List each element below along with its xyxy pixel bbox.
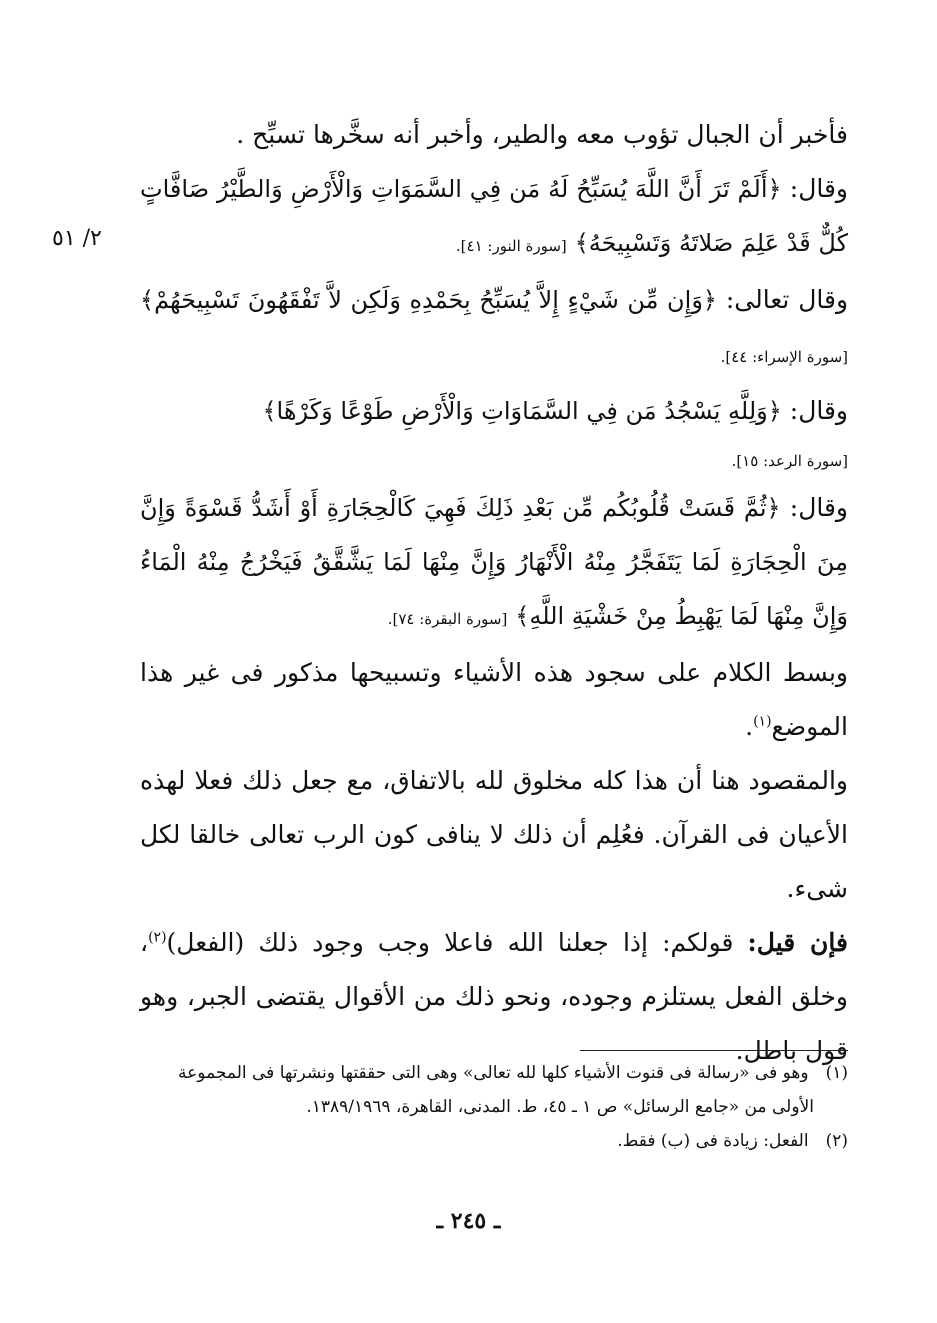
paragraph-2 bbox=[140, 162, 848, 273]
footnote-1-number: (١) bbox=[825, 1063, 848, 1083]
paragraph-8-text-b: ، وخلق الفعل يستلزم وجوده، ونحو ذلك من الأقوال يقتضى الجبر، وهو قول باطل. bbox=[140, 928, 848, 1065]
quran-verse-al-isra: ﴿وَإِن مِّن شَيْءٍ إِلاَّ يُسَبِّحُ بِحَمْدِهِ وَلَكِن لاَّ تَفْقَهُونَ تَسْبِيحَهُمْ﴾ bbox=[140, 286, 717, 314]
margin-reference: ٢/ ٥١ bbox=[52, 226, 102, 251]
paragraph-5 bbox=[140, 481, 848, 646]
quran-verse-an-nur: ﴿أَلَمْ تَرَ أَنَّ اللَّهَ يُسَبِّحُ لَهُ مَن فِي السَّمَوَاتِ وَالْأَرْضِ وَالطَّيْرُ صَافَّاتٍ كُلٌّ قَدْ عَلِمَ صَلاتَهُ وَتَسْبِيحَهُ﴾ bbox=[140, 175, 848, 257]
paragraph-4-intro: وقال: bbox=[789, 396, 848, 425]
footnote-1-continuation: الأولى من «جامع الرسائل» ص ١ ـ ٤٥، ط. المدنى، القاهرة، ١٣٨٩/١٩٦٩. bbox=[306, 1097, 814, 1117]
page-number: ـ ٢٤٥ ـ bbox=[436, 1208, 501, 1234]
surah-reference-an-nur: [سورة النور: ٤١]. bbox=[455, 237, 567, 255]
paragraph-1: فأخبر أن الجبال تؤوب معه والطير، وأخبر أنه سخَّرها تسبِّح . bbox=[236, 120, 848, 149]
paragraph-6-text: وبسط الكلام على سجود هذه الأشياء وتسبيحها مذكور فى غير هذا الموضع bbox=[140, 658, 848, 741]
footnote-separator bbox=[580, 1050, 848, 1051]
quran-verse-al-baqarah: ﴿ثُمَّ قَسَتْ قُلُوبُكُم مِّن بَعْدِ ذَلِكَ فَهِيَ كَالْحِجَارَةِ أَوْ أَشَدُّ قَسْوَةً وَإِنَّ مِنَ الْحِجَارَةِ لَمَا يَتَفَجَّرُ مِنْهُ الْأَنْهَارُ وَإِنَّ مِنْهَا لَمَا يَشَّقَّقُ فَيَخْرُجُ مِنْهُ الْمَاءُ وَإِنَّ مِنْهَا لَمَا يَهْبِطُ مِنْ خَشْيَةِ اللَّهِ﴾ bbox=[140, 494, 848, 630]
surah-reference-ar-rad-line bbox=[140, 438, 848, 481]
objection-label: فإن قيل: bbox=[747, 928, 848, 957]
footnote-2 bbox=[130, 1124, 848, 1158]
surah-reference-al-isra: [سورة الإسراء: ٤٤]. bbox=[720, 348, 848, 366]
surah-reference-al-baqarah: [سورة البقرة: ٧٤]. bbox=[387, 610, 508, 628]
quran-verse-ar-rad: ﴿وَلِلَّهِ يَسْجُدُ مَن فِي السَّمَاوَاتِ وَالْأَرْضِ طَوْعًا وَكَرْهًا﴾ bbox=[262, 397, 782, 425]
footnote-1-line-1: وهو فى «رسالة فى قنوت الأشياء كلها لله تعالى» وهى التى حققتها ونشرتها فى المجموعة bbox=[178, 1063, 809, 1083]
paragraph-5-intro: وقال: bbox=[789, 493, 849, 522]
main-text bbox=[140, 108, 848, 1078]
footnote-2-number: (٢) bbox=[825, 1131, 848, 1151]
surah-reference-ar-rad: [سورة الرعد: ١٥]. bbox=[731, 452, 848, 470]
paragraph-7: والمقصود هنا أن هذا كله مخلوق لله بالاتفاق، مع جعل ذلك فعلا لهذه الأعيان فى القرآن. فعُلِم أن ذلك لا ينافى كون الرب تعالى خالقا لكل شىء. bbox=[140, 766, 848, 903]
footnote-2-text: الفعل: زيادة فى (ب) فقط. bbox=[617, 1131, 809, 1151]
footnote-marker-2[interactable]: (٢) bbox=[148, 929, 167, 946]
paragraph-6 bbox=[140, 646, 848, 754]
paragraph-3-intro: وقال تعالى: bbox=[725, 285, 849, 314]
paragraph-3 bbox=[140, 273, 848, 384]
paragraph-2-intro: وقال: bbox=[789, 174, 848, 203]
paragraph-8 bbox=[140, 916, 848, 1078]
footnotes bbox=[130, 1056, 848, 1158]
paragraph-4 bbox=[140, 384, 848, 438]
paragraph-8-text-a: قولكم: إذا جعلنا الله فاعلا وجب وجود ذلك (الفعل) bbox=[166, 928, 734, 957]
paragraph-6-end: . bbox=[745, 712, 754, 741]
footnote-1 bbox=[130, 1056, 848, 1090]
footnote-marker-1[interactable]: (١) bbox=[753, 713, 772, 730]
